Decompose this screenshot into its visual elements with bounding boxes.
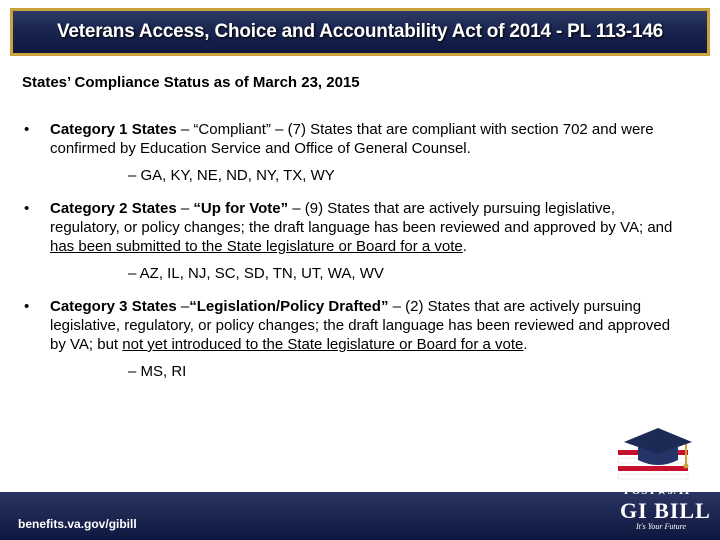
category-description-underlined: not yet introduced to the State legislature or Board for a vote — [122, 336, 524, 353]
logo-post-911: POST★9/11 — [624, 485, 691, 497]
category-states-2: – AZ, IL, NJ, SC, SD, TN, UT, WA, WV — [128, 265, 384, 282]
category-description-end: . — [523, 336, 528, 353]
bullet-icon: • — [24, 200, 30, 217]
slide-subtitle: States’ Compliance Status as of March 23, 2015 — [22, 74, 360, 91]
category-name: Category 1 States — [50, 121, 177, 138]
slide-title: Veterans Access, Choice and Accountability Act of 2014 - PL 113-146 — [56, 21, 664, 42]
category-list — [22, 120, 682, 395]
category-name: Category 3 States — [50, 298, 177, 315]
bullet-icon: • — [24, 298, 30, 315]
category-description: – (7) States that are compliant with section 702 and were confirmed by Education Service and Office of General Counsel. — [50, 121, 654, 157]
category-item-3 — [22, 297, 682, 354]
bullet-icon: • — [24, 121, 30, 138]
category-separator: – — [176, 200, 194, 217]
category-item-2 — [22, 199, 682, 256]
category-separator: – — [176, 298, 190, 315]
category-name: Category 2 States — [50, 200, 177, 217]
category-separator: – — [176, 121, 194, 138]
logo-tagline: It's Your Future — [636, 522, 687, 531]
footer-url: benefits.va.gov/gibill — [18, 517, 137, 531]
category-description: – (9) States that are actively pursuing legislative, regulatory, or policy changes; the draft language has been reviewed and approved by VA; and — [50, 200, 673, 236]
category-description-end: . — [462, 238, 467, 255]
title-banner — [10, 8, 710, 56]
category-status: “Legislation/Policy Drafted” — [189, 298, 389, 315]
category-description-underlined: has been submitted to the State legislature or Board for a vote — [50, 238, 463, 255]
category-description: – (2) States that are actively pursuing legislative, regulatory, or policy changes; the draft language has been reviewed and approved by VA; but — [50, 298, 671, 353]
category-status: “Compliant” — [193, 121, 271, 138]
category-states-1: – GA, KY, NE, ND, NY, TX, WY — [128, 167, 335, 184]
logo-gi-bill: GI BILL — [620, 498, 711, 523]
category-status: “Up for Vote” — [193, 200, 289, 217]
category-states-3: – MS, RI — [128, 363, 187, 380]
gi-bill-logo — [568, 420, 711, 540]
category-item-1 — [22, 120, 682, 158]
